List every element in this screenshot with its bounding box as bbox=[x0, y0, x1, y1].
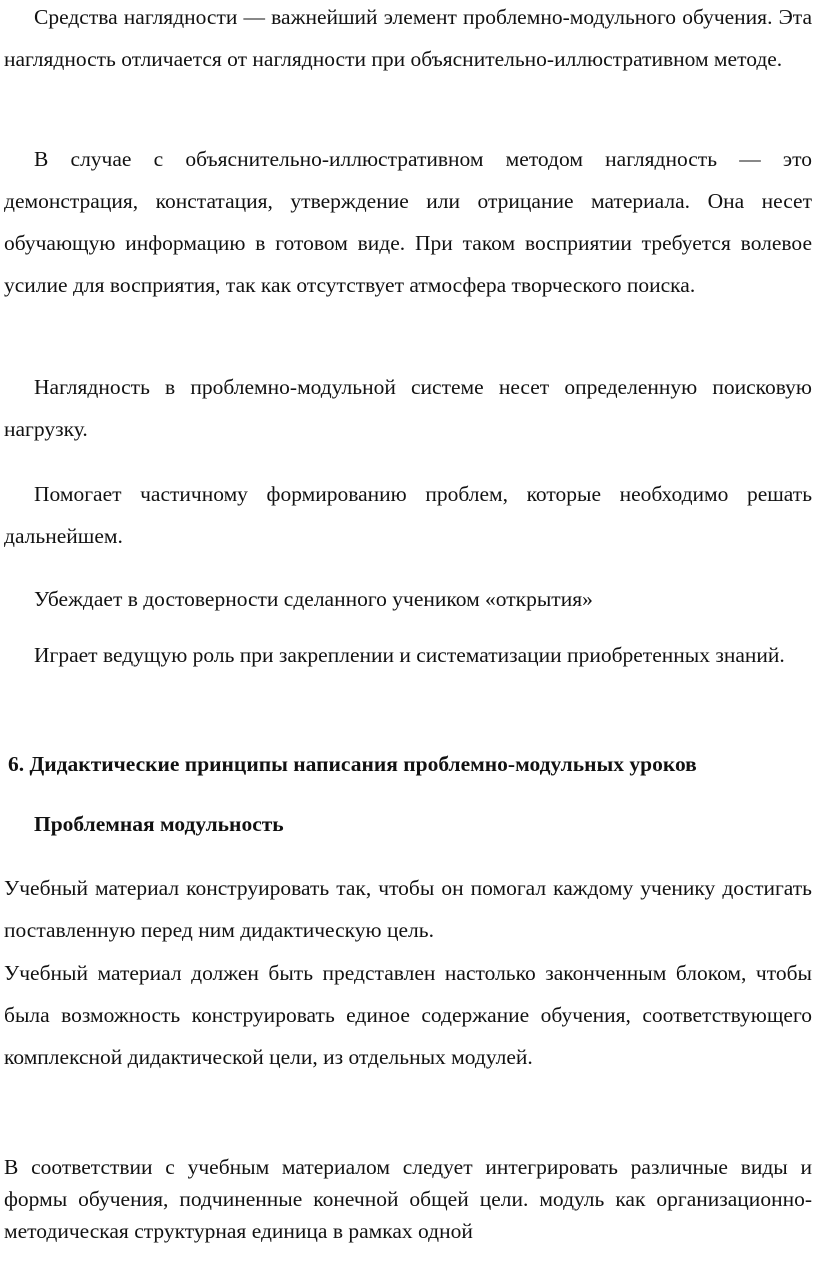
paragraph-visual-aids: Средства наглядности — важнейший элемент проблемно-модульного обучения. Эта наглядность отличается от наглядности при объяснительно-иллюстративном методе. bbox=[4, 5, 812, 71]
body-paragraph-integrate: В соответствии с учебным материалом следует интегрировать различные виды и формы обучения, подчиненные конечной общей цели. модуль как организационно-методическая структурная единица в рамках одной bbox=[4, 1155, 812, 1243]
subheading: Проблемная модульность bbox=[34, 812, 284, 836]
body-paragraph-block: Учебный материал должен быть представлен настолько законченным блоком, чтобы была возможность конструировать единое содержание обучения, соответствующего комплексной дидактической цели, из отдельных модулей. bbox=[4, 961, 812, 1069]
paragraph-problem-forming: Помогает частичному формированию проблем, которые необходимо решать дальнейшем. bbox=[4, 482, 812, 548]
section-heading: 6. Дидактические принципы написания проблемно-модульных уроков bbox=[8, 752, 697, 776]
body-paragraph-construct: Учебный материал конструировать так, чтобы он помогал каждому ученику достигать поставленную перед ним дидактическую цель. bbox=[4, 876, 812, 942]
paragraph-discovery: Убеждает в достоверности сделанного учеником «открытия» bbox=[34, 587, 593, 611]
paragraph-explanatory-method: В случае с объяснительно-иллюстративном методом наглядность — это демонстрация, констатация, утверждение или отрицание материала. Она несет обучающую информацию в готовом виде. При таком восприятии требуется волевое усилие для восприятия, так как отсутствует атмосфера творческого поиска. bbox=[4, 147, 812, 297]
paragraph-search-load: Наглядность в проблемно-модульной системе несет определенную поисковую нагрузку. bbox=[4, 375, 812, 441]
paragraph-consolidation: Играет ведущую роль при закреплении и систематизации приобретенных знаний. bbox=[34, 643, 785, 667]
